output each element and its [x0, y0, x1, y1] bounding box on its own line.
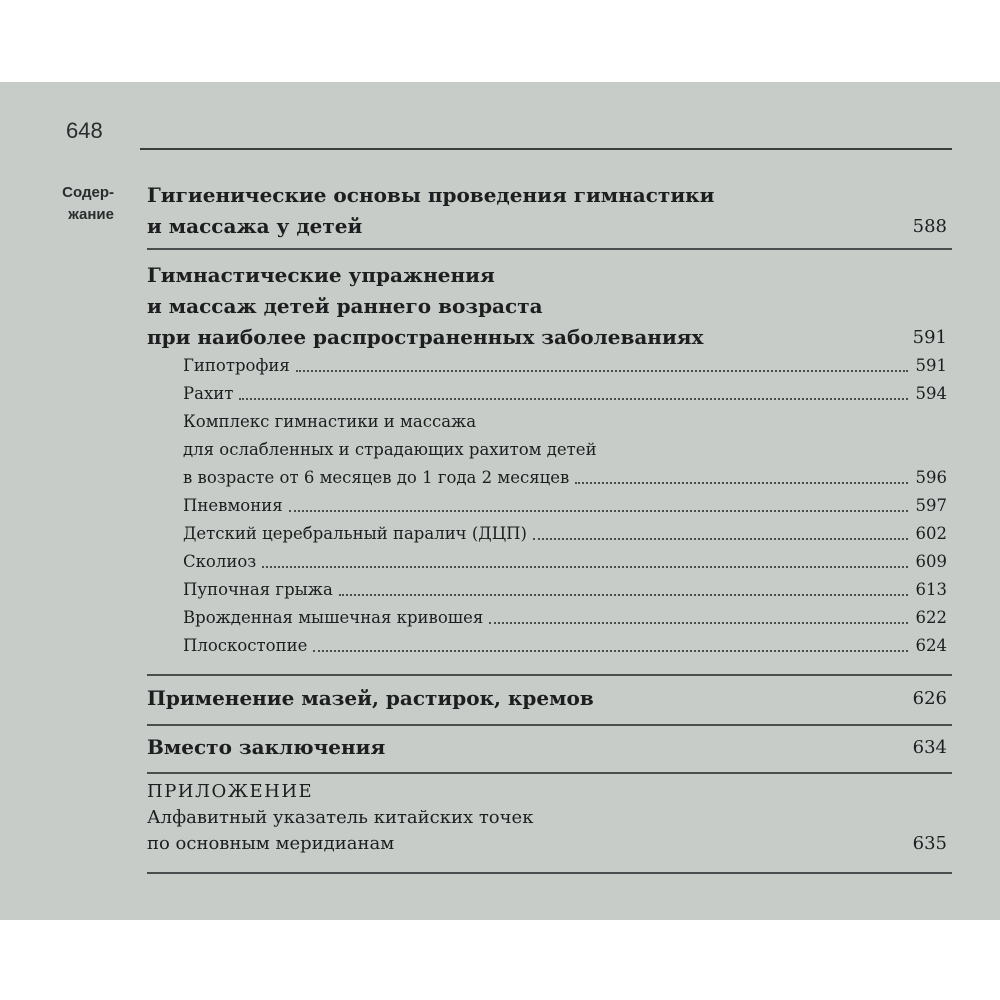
toc-entry-ointments[interactable]: Применение мазей, растирок, кремов 626 [147, 683, 947, 714]
toc-subentry[interactable]: Гипотрофия 591 [183, 356, 947, 375]
toc-subentry[interactable]: Пупочная грыжа 613 [183, 580, 947, 599]
toc-entry-conclusion[interactable]: Вместо заключения 634 [147, 732, 947, 763]
toc-entry-gymnastics[interactable]: Гимнастические упражнения и массаж детей раннего возраста при наиболее распространенных заболеваниях 591 [147, 260, 947, 353]
page-ref: 626 [912, 688, 947, 709]
toc-entry-hygiene[interactable]: Гигиенические основы проведения гимнастики и массажа у детей 588 [147, 180, 947, 242]
toc-subentry[interactable]: Врожденная мышечная кривошея 622 [183, 608, 947, 627]
toc-subentry[interactable]: Пневмония 597 [183, 496, 947, 515]
page-ref: 591 [912, 327, 947, 348]
page-ref: 588 [912, 216, 947, 237]
divider [147, 724, 952, 726]
toc-subentry[interactable]: Сколиоз 609 [183, 552, 947, 571]
toc-entry-appendix[interactable]: ПРИЛОЖЕНИЕ Алфавитный указатель китайских точек по основным меридианам 635 [147, 779, 947, 857]
book-page [0, 82, 1000, 920]
header-rule [140, 148, 952, 150]
toc-subentries [183, 352, 947, 660]
divider [147, 772, 952, 774]
toc-subentry[interactable]: Детский церебральный паралич (ДЦП) 602 [183, 524, 947, 543]
toc-subentry[interactable]: Плоскостопие 624 [183, 636, 947, 655]
divider [147, 674, 952, 676]
appendix-title: ПРИЛОЖЕНИЕ [147, 781, 314, 802]
page-ref: 635 [912, 833, 947, 854]
toc-subentry[interactable]: Рахит 594 [183, 384, 947, 403]
toc-subentry[interactable]: Комплекс гимнастики и массажа для ослабленных и страдающих рахитом детей в возрасте от 6 месяцев до 1 года 2 месяцев 596 [183, 412, 947, 487]
section-label: Содер- жание [62, 184, 114, 223]
divider [147, 248, 952, 250]
divider [147, 872, 952, 874]
page-ref: 634 [912, 737, 947, 758]
page-number: 648 [66, 118, 103, 143]
